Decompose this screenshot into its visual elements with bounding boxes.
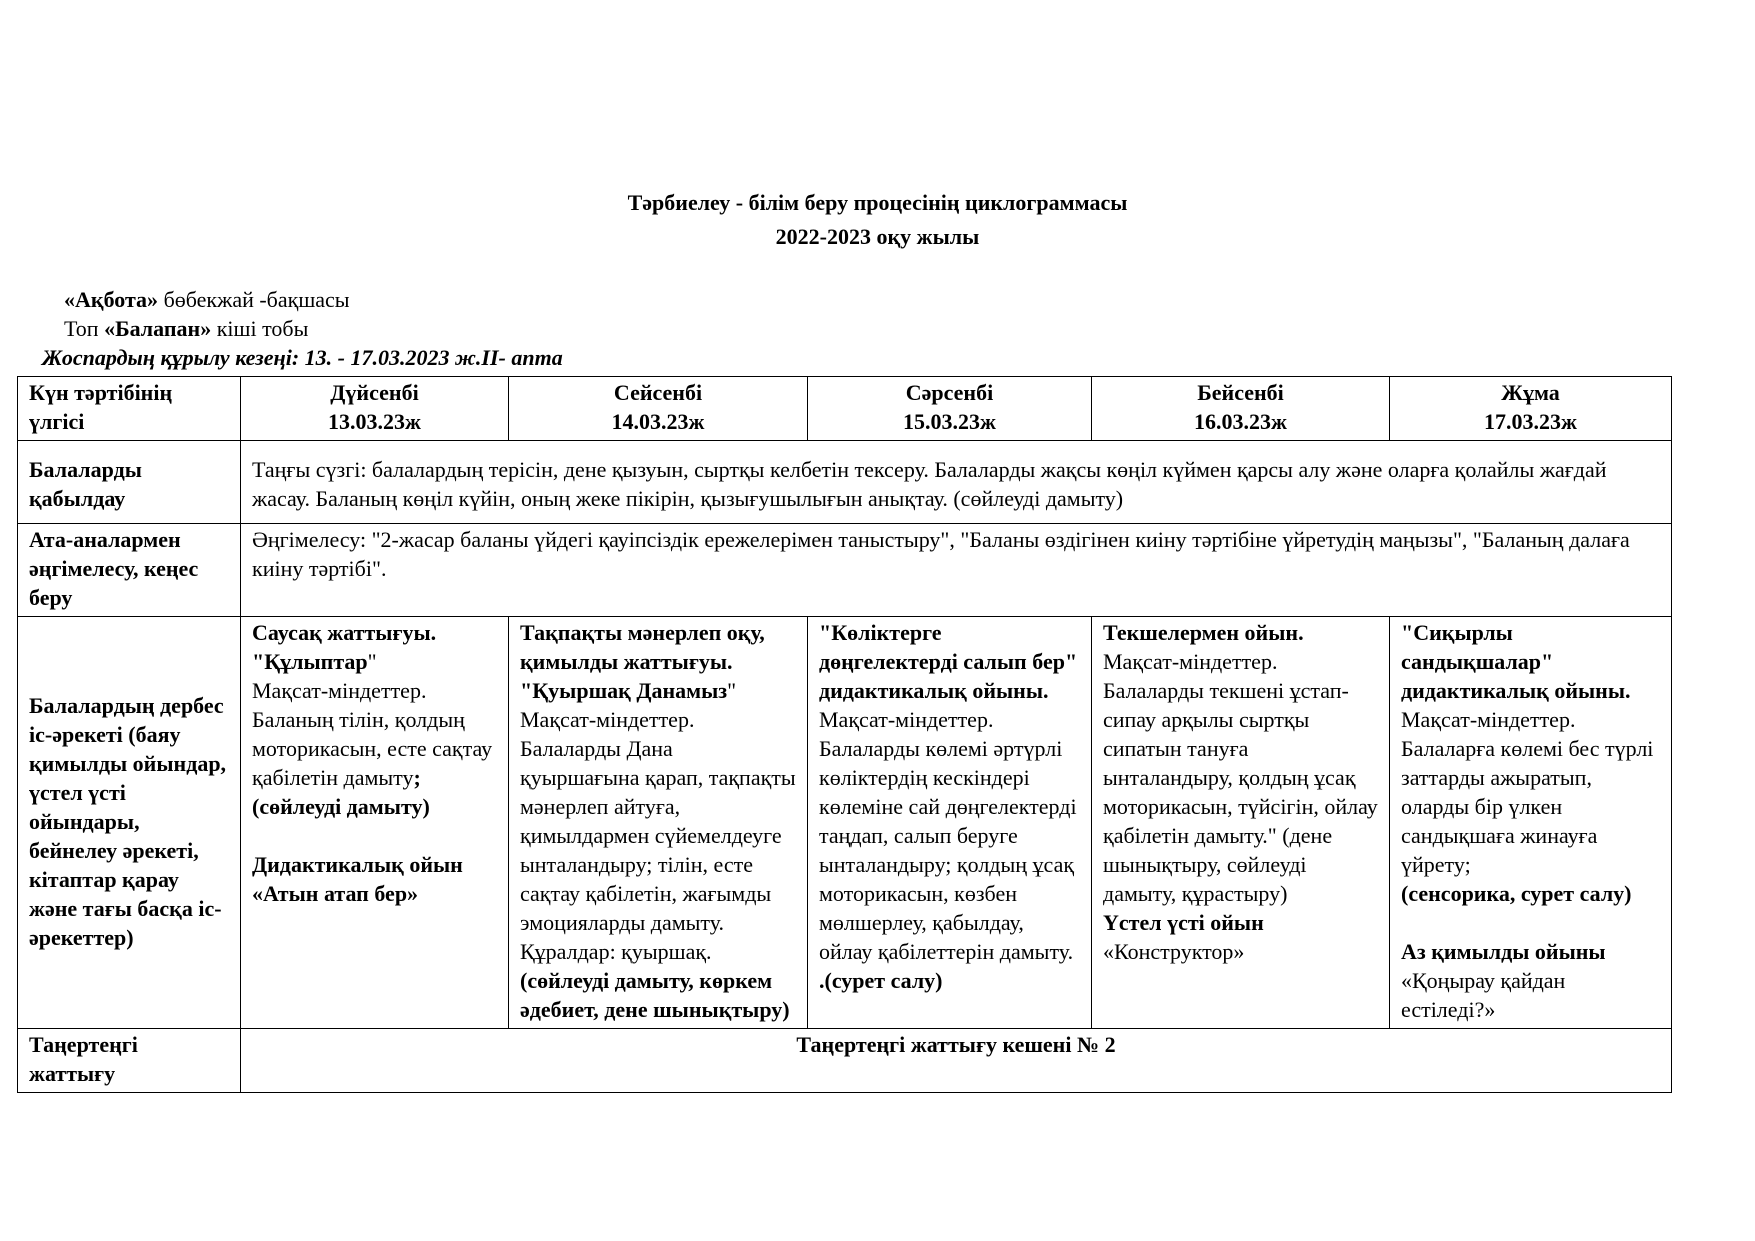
activity-thursday xyxy=(1092,617,1390,1029)
day-date: 17.03.23ж xyxy=(1484,409,1577,434)
monday-title: Саусақ жаттығуы. "Құлыптар xyxy=(252,620,437,674)
day-date: 15.03.23ж xyxy=(903,409,996,434)
header-day-tuesday xyxy=(509,377,808,441)
tuesday-text: Мақсат-міндеттер. Балаларды Дана қуыршағына қарап, тақпақты мәнерлеп айтуға, қимылдармен сүйемелдеуге ынталандыру; тілін, есте сақтау қабілетін, жағымды эмоцияларды дамыту. Құралдар: қуыршақ. xyxy=(520,707,796,964)
exercise-text: Таңертеңгі жаттығу кешені № 2 xyxy=(241,1029,1672,1093)
row-label-exercise: Таңертеңгі жаттығу xyxy=(18,1029,241,1093)
tuesday-title: Тақпақты мәнерлеп оқу, қимылды жаттығуы. "Қуыршақ Данамыз xyxy=(520,620,765,703)
header-day-wednesday xyxy=(808,377,1092,441)
reception-text: Таңғы сүзгі: балалардың терісін, дене қызуын, сыртқы келбетін тексеру. Балаларды жақсы көңіл күймен қарсы алу және оларға қолайлы жағдай жасау. Баланың көңіл күйін, оның жеке пікірін, қызығушылығын анықтау. (сөйлеуді дамыту) xyxy=(241,441,1672,524)
day-name: Сәрсенбі xyxy=(905,380,994,405)
wednesday-text: Мақсат-міндеттер. Балаларды көлемі әртүрлі көліктердің кескіндері көлеміне сай дөңгелектерді таңдап, салып беруге ынталандыру; қолдың ұсақ моторикасын, көзбен мөлшерлеу, қабылдау, ойлау қабілеттерін дамыту. xyxy=(819,707,1077,964)
monday-text: Мақсат-міндеттер. Баланың тілін, қолдың моторикасын, есте сақтау қабілетін дамыту xyxy=(252,678,493,790)
thursday-text: Мақсат-міндеттер. Балаларды текшені ұстап-сипау арқылы сыртқы сипатын тануға ынталандыру, қолдың ұсақ моторикасын, түйсігін, ойлау қабілетін дамыту." (дене шынықтыру, сөйлеуді дамыту, құрастыру) xyxy=(1103,649,1378,906)
header-day-friday xyxy=(1390,377,1672,441)
wednesday-title: "Көліктерге дөңгелектерді салып бер" дидактикалық ойыны. xyxy=(819,620,1078,703)
monday-game-title: Дидактикалық ойын «Атын атап бер» xyxy=(252,852,463,906)
thursday-title: Текшелермен ойын. xyxy=(1103,620,1304,645)
parents-row xyxy=(18,524,1672,617)
day-name: Дүйсенбі xyxy=(330,380,419,405)
monday-title-quote: " xyxy=(367,649,377,674)
day-date: 13.03.23ж xyxy=(328,409,421,434)
activity-row xyxy=(18,617,1672,1029)
day-date: 14.03.23ж xyxy=(611,409,705,434)
document-title: Тәрбиелеу - білім беру процесінің циклограммасы xyxy=(627,190,1128,215)
group-line xyxy=(64,314,308,343)
header-schedule: Күн тәртібінің үлгісі xyxy=(18,377,241,441)
plan-period: Жоспардың құрылу кезеңі: 13. - 17.03.2023 ж.II- апта xyxy=(42,345,563,370)
tuesday-tag: (сөйлеуді дамыту, көркем әдебиет, дене шынықтыру) xyxy=(520,968,790,1022)
wednesday-tag: .(сурет салу) xyxy=(819,968,943,993)
schedule-table xyxy=(17,376,1672,1093)
reception-row xyxy=(18,441,1672,524)
day-name: Бейсенбі xyxy=(1197,380,1284,405)
thursday-game-name: «Конструктор» xyxy=(1103,939,1245,964)
day-name: Сейсенбі xyxy=(613,380,703,405)
day-name: Жұма xyxy=(1501,380,1560,405)
tuesday-title-quote: " xyxy=(727,678,737,703)
kindergarten-suffix: бөбекжай -бақшасы xyxy=(158,287,350,312)
day-date: 16.03.23ж xyxy=(1194,409,1287,434)
friday-title: "Сиқырлы сандықшалар" дидактикалық ойыны. xyxy=(1401,620,1631,703)
activity-monday xyxy=(241,617,509,1029)
friday-game-name: «Қоңырау қайдан естіледі?» xyxy=(1401,968,1566,1022)
kindergarten-line xyxy=(64,285,350,314)
row-label-reception: Балаларды қабылдау xyxy=(18,441,241,524)
parents-text: Әңгімелесу: "2-жасар баланы үйдегі қауіпсіздік ережелерімен таныстыру", "Баланы өздігінен киіну тәртібіне үйретудің маңызы", "Баланың далаға киіну тәртібі". xyxy=(241,524,1672,617)
exercise-row xyxy=(18,1029,1672,1093)
spacer xyxy=(252,821,497,850)
activity-friday xyxy=(1390,617,1672,1029)
friday-text: Мақсат-міндеттер. Балаларға көлемі бес түрлі заттарды ажыратып, оларды бір үлкен сандықшаға жинауға үйрету; xyxy=(1401,707,1654,877)
group-prefix: Топ xyxy=(64,316,105,341)
academic-year: 2022-2023 оқу жылы xyxy=(775,224,980,249)
header-row xyxy=(18,377,1672,441)
kindergarten-name: «Ақбота» xyxy=(64,287,159,312)
activity-tuesday xyxy=(509,617,808,1029)
friday-tag: (сенсорика, сурет салу) xyxy=(1401,881,1632,906)
header-day-monday xyxy=(241,377,509,441)
spacer xyxy=(1401,908,1660,937)
header-day-thursday xyxy=(1092,377,1390,441)
activity-wednesday xyxy=(808,617,1092,1029)
row-label-activity: Балалардың дербес іс-әрекеті (баяу қимылды ойындар, үстел үсті ойындары, бейнелеу әрекеті, кітаптар қарау және тағы басқа іс-әрекеттер) xyxy=(18,617,241,1029)
thursday-game-title: Үстел үсті ойын xyxy=(1103,910,1264,935)
group-suffix: кіші тобы xyxy=(211,316,309,341)
row-label-parents: Ата-аналармен әңгімелесу, кеңес беру xyxy=(18,524,241,617)
friday-game-title: Аз қимылды ойыны xyxy=(1401,939,1606,964)
monday-tag: ; (сөйлеуді дамыту) xyxy=(252,765,430,819)
group-name: «Балапан» xyxy=(104,316,212,341)
